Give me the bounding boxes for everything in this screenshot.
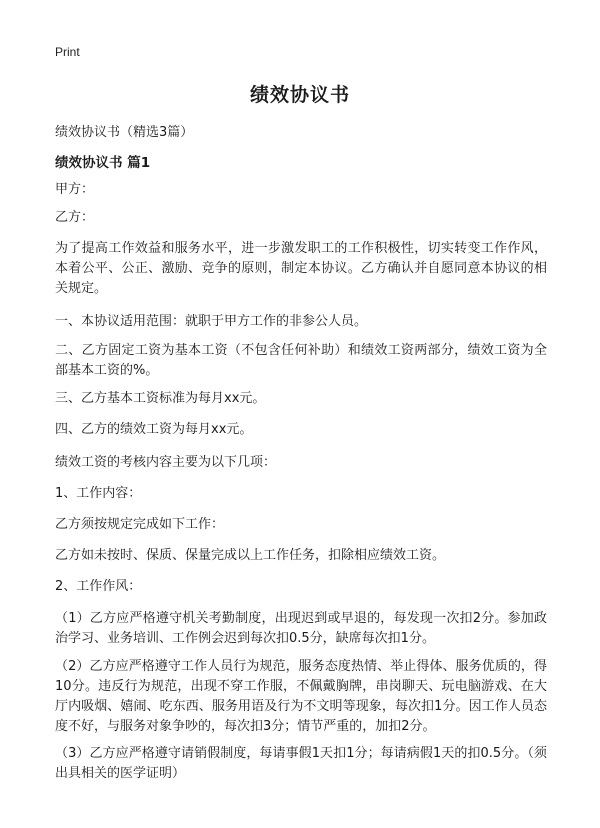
section-heading: 绩效协议书 篇1 xyxy=(55,155,151,171)
work-content-heading: 1、工作内容： xyxy=(55,486,142,501)
clause-1: 一、本协议适用范围：就职于甲方工作的非参公人员。 xyxy=(55,314,368,329)
work-content-line: 乙方须按规定完成如下工作： xyxy=(55,517,225,532)
clause-3: 三、乙方基本工资标准为每月xx元。 xyxy=(55,391,266,406)
work-style-item-2: （2）乙方应严格遵守工作人员行为规范，服务态度热情、举止得体、服务优质的，得10分。违反行为规范，出现不穿工作服，不佩戴胸牌，串岗聊天、玩电脑游戏、在大厅内吸烟、嬉闹、吃东西、服务用语及行为不文明等现象，每次扣1分。因工作人员态度不好，与服务对象争吵的，每次扣3分；情节严重的，加扣2分。 xyxy=(55,659,547,734)
clause-4: 四、乙方的绩效工资为每月xx元。 xyxy=(55,422,253,437)
work-style-item-1: （1）乙方应严格遵守机关考勤制度，出现迟到或早退的，每发现一次扣2分。参加政治学习、业务培训、工作例会迟到每次扣0.5分，缺席每次扣1分。 xyxy=(55,611,547,646)
party-a-line: 甲方： xyxy=(55,182,95,197)
work-style-heading: 2、工作作风： xyxy=(55,579,142,594)
intro-paragraph: 为了提高工作效益和服务水平，进一步激发职工的工作积极性，切实转变工作作风，本着公平、公正、激励、竞争的原则，制定本协议。乙方确认并自愿同意本协议的相关规定。 xyxy=(55,241,547,296)
clause-2: 二、乙方固定工资为基本工资（不包含任何补助）和绩效工资两部分，绩效工资为全部基本工资的%。 xyxy=(55,343,547,378)
document-subtitle: 绩效协议书（精选3篇） xyxy=(55,125,194,140)
assessment-intro: 绩效工资的考核内容主要为以下几项： xyxy=(55,455,277,470)
document-title: 绩效协议书 xyxy=(249,84,350,106)
work-style-item-3: （3）乙方应严格遵守请销假制度，每请事假1天扣1分；每请病假1天的扣0.5分。（须出具相关的医学证明） xyxy=(55,746,547,781)
party-b-line: 乙方： xyxy=(55,210,95,225)
work-penalty-line: 乙方如未按时、保质、保量完成以上工作任务，扣除相应绩效工资。 xyxy=(55,548,446,563)
print-link[interactable]: Print xyxy=(55,45,80,59)
